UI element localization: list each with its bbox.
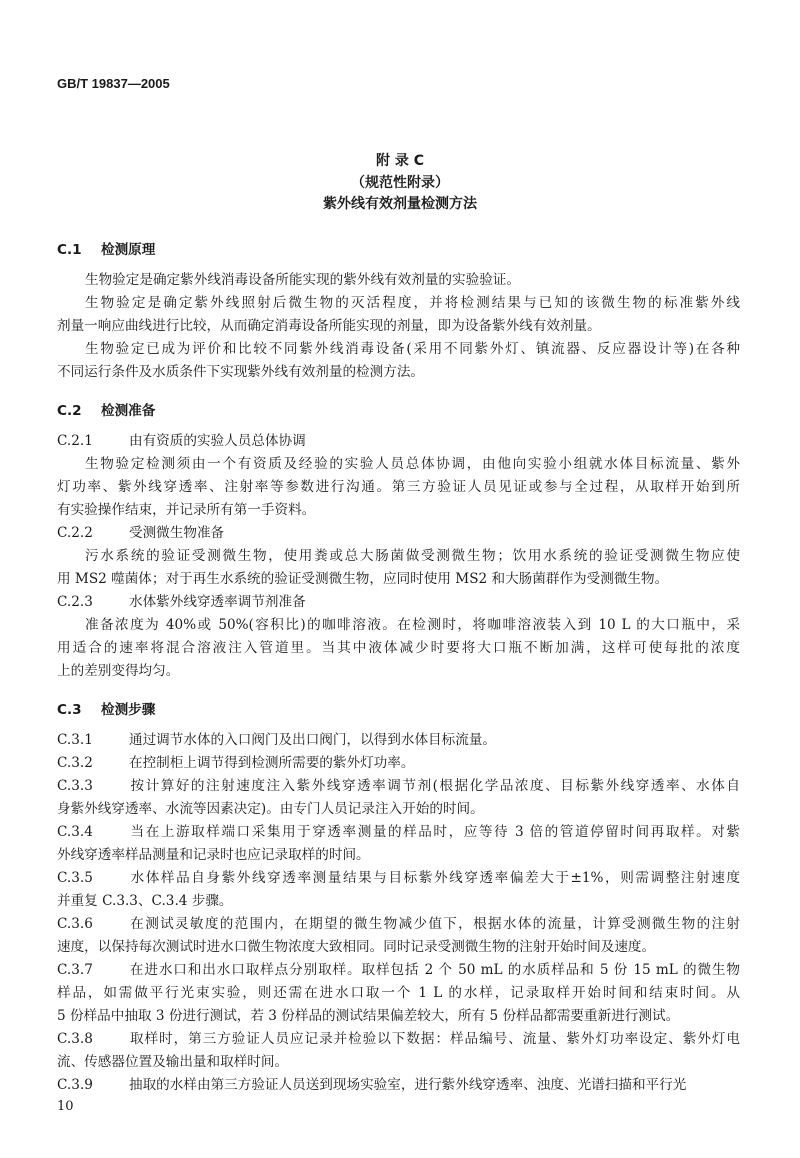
clause-number: C.3.9 [57, 1077, 93, 1093]
line-text: 上的差别变得均匀。 [57, 663, 180, 679]
line-text: 在测试灵敏度的范围内，在期望的微生物减少值下，根据水体的流量，计算受测微生物的注射 [129, 916, 740, 932]
clause-number: C.1 [57, 242, 82, 258]
clause-line [57, 982, 740, 1004]
line-text: 按计算好的注射速度注入紫外线穿透率调节剂(根据化学品浓度、目标紫外线穿透率、水体自 [129, 778, 740, 794]
paragraph-line [57, 660, 740, 682]
line-text: 生物验定是确定紫外线消毒设备所能实现的紫外线有效剂量的实验验证。 [85, 272, 520, 288]
clause-number: C.3.8 [57, 1031, 93, 1047]
clause-number: C.3.4 [57, 824, 93, 840]
line-text: 生物验定检测须由一个有资质及经验的实验人员总体协调，由他向实验小组就水体目标流量、紫外 [85, 456, 740, 472]
line-text: 用 MS2 噬菌体；对于再生水系统的验证受测微生物，应同时使用 MS2 和大肠菌群作为受测微生物。 [57, 571, 669, 587]
clause-number: C.3.2 [57, 755, 93, 771]
line-text: 取样时，第三方验证人员应记录并检验以下数据：样品编号、流量、紫外灯功率设定、紫外灯电 [129, 1031, 740, 1047]
line-text: 通过调节水体的入口阀门及出口阀门，以得到水体目标流量。 [129, 732, 497, 748]
paragraph-line [57, 476, 740, 498]
paragraph-line [57, 361, 740, 383]
line-text: 准备浓度为 40%或 50%(容积比)的咖啡溶液。在检测时，将咖啡溶液装入到 10 L 的大口瓶中，采 [85, 617, 740, 633]
annex-label: 附 录 C [375, 153, 425, 169]
line-text: 剂量一响应曲线进行比较，从而确定消毒设备所能实现的剂量，即为设备紫外线有效剂量。 [57, 318, 601, 334]
clause-number: C.2.1 [57, 433, 93, 449]
line-text: 当在上游取样端口采集用于穿透率测量的样品时，应等待 3 倍的管道停留时间再取样。对紫 [129, 824, 740, 840]
line-text: 并重复 C.3.3、C.3.4 步骤。 [57, 893, 233, 909]
clause-line [57, 522, 740, 544]
line-text: 水体样品自身紫外线穿透率测量结果与目标紫外线穿透率偏差大于±1%，则需调整注射速度 [129, 870, 740, 886]
paragraph-line [57, 315, 740, 337]
clause-number: C.3 [57, 702, 82, 718]
line-text: 由有资质的实验人员总体协调 [129, 433, 306, 449]
annex-type: （规范性附录） [351, 175, 449, 191]
paragraph-line [85, 614, 740, 636]
line-text: 污水系统的验证受测微生物，使用粪或总大肠菌做受测微生物；饮用水系统的验证受测微生物应使 [85, 548, 740, 564]
clause-line [57, 729, 740, 751]
clause-number: C.3.7 [57, 962, 93, 978]
line-text: 身紫外线穿透率、水流等因素决定)。由专门人员记录注入开始的时间。 [57, 801, 484, 817]
section-heading [57, 239, 740, 261]
clause-number: C.3.5 [57, 870, 93, 886]
line-text: 外线穿透率样品测量和记录时也应记录取样的时间。 [57, 847, 370, 863]
clause-line [57, 936, 740, 958]
clause-line [57, 752, 740, 774]
clause-line [57, 591, 740, 613]
line-text: 样品，如需做平行光束实验，则还需在进水口取一个 1 L 的水样，记录取样开始时间和结束时间。从 [57, 985, 740, 1001]
line-text: 灯功率、紫外线穿透率、注射率等参数进行沟通。第三方验证人员见证或参与全过程，从取样开始到所 [57, 479, 740, 495]
line-text: 用适合的速率将混合溶液注入管道里。当其中液体减少时要将大口瓶不断加满，这样可使每批的浓度 [57, 640, 740, 656]
line-text: 速度，以保持每次测试时进水口微生物浓度大致相同。同时记录受测微生物的注射开始时间及速度。 [57, 939, 656, 955]
clause-line [57, 775, 740, 797]
clause-line [57, 959, 740, 981]
clause-line [57, 798, 740, 820]
line-text: 5 份样品中抽取 3 份进行测试，若 3 份样品的测试结果偏差较大，所有 5 份样品都需要重新进行测试。 [57, 1008, 680, 1024]
section-heading [57, 400, 740, 422]
paragraph-line [85, 292, 740, 314]
paragraph-line [85, 453, 740, 475]
clause-line [57, 821, 740, 843]
line-text: 在进水口和出水口取样点分别取样。取样包括 2 个 50 mL 的水质样品和 5 份 15 mL 的微生物 [129, 962, 740, 978]
line-text: 检测原理 [101, 242, 156, 258]
line-text: 在控制柜上调节得到检测所需要的紫外灯功率。 [129, 755, 415, 771]
clause-line [57, 1051, 740, 1073]
line-text: 不同运行条件及水质条件下实现紫外线有效剂量的检测方法。 [57, 364, 425, 380]
clause-number: C.3.6 [57, 916, 93, 932]
clause-number: C.2.2 [57, 525, 93, 541]
section-heading [57, 699, 740, 721]
paragraph-line [85, 545, 740, 567]
line-text: 生物验定是确定紫外线照射后微生物的灭活程度，并将检测结果与已知的该微生物的标准紫外线 [85, 295, 740, 311]
clause-line [57, 867, 740, 889]
line-text: 有实验操作结束，并记录所有第一手资料。 [57, 502, 316, 518]
clause-line [57, 1005, 740, 1027]
paragraph-line [85, 269, 740, 291]
clause-line [57, 844, 740, 866]
line-text: 水体紫外线穿透率调节剂准备 [129, 594, 306, 610]
clause-number: C.3.1 [57, 732, 93, 748]
standard-number: GB/T 19837—2005 [57, 76, 170, 91]
line-text: 受测微生物准备 [129, 525, 225, 541]
clause-line [57, 1074, 740, 1096]
line-text: 抽取的水样由第三方验证人员送到现场实验室，进行紫外线穿透率、浊度、光谱扫描和平行光 [129, 1077, 687, 1093]
line-text: 检测步骤 [101, 702, 156, 718]
paragraph-line [57, 637, 740, 659]
page-number: 10 [57, 1099, 74, 1114]
clause-line [57, 890, 740, 912]
clause-number: C.3.3 [57, 778, 93, 794]
clause-line [57, 430, 740, 452]
clause-line [57, 1028, 740, 1050]
paragraph-line [85, 338, 740, 360]
paragraph-line [57, 499, 740, 521]
paragraph-line [57, 568, 740, 590]
annex-title: 紫外线有效剂量检测方法 [323, 196, 477, 212]
line-text: 流、传感器位置及输出量和取样时间。 [57, 1054, 289, 1070]
line-text: 检测准备 [101, 403, 156, 419]
clause-number: C.2 [57, 403, 82, 419]
line-text: 生物验定已成为评价和比较不同紫外线消毒设备(采用不同紫外灯、镇流器、反应器设计等)在各种 [85, 341, 740, 357]
clause-number: C.2.3 [57, 594, 93, 610]
clause-line [57, 913, 740, 935]
